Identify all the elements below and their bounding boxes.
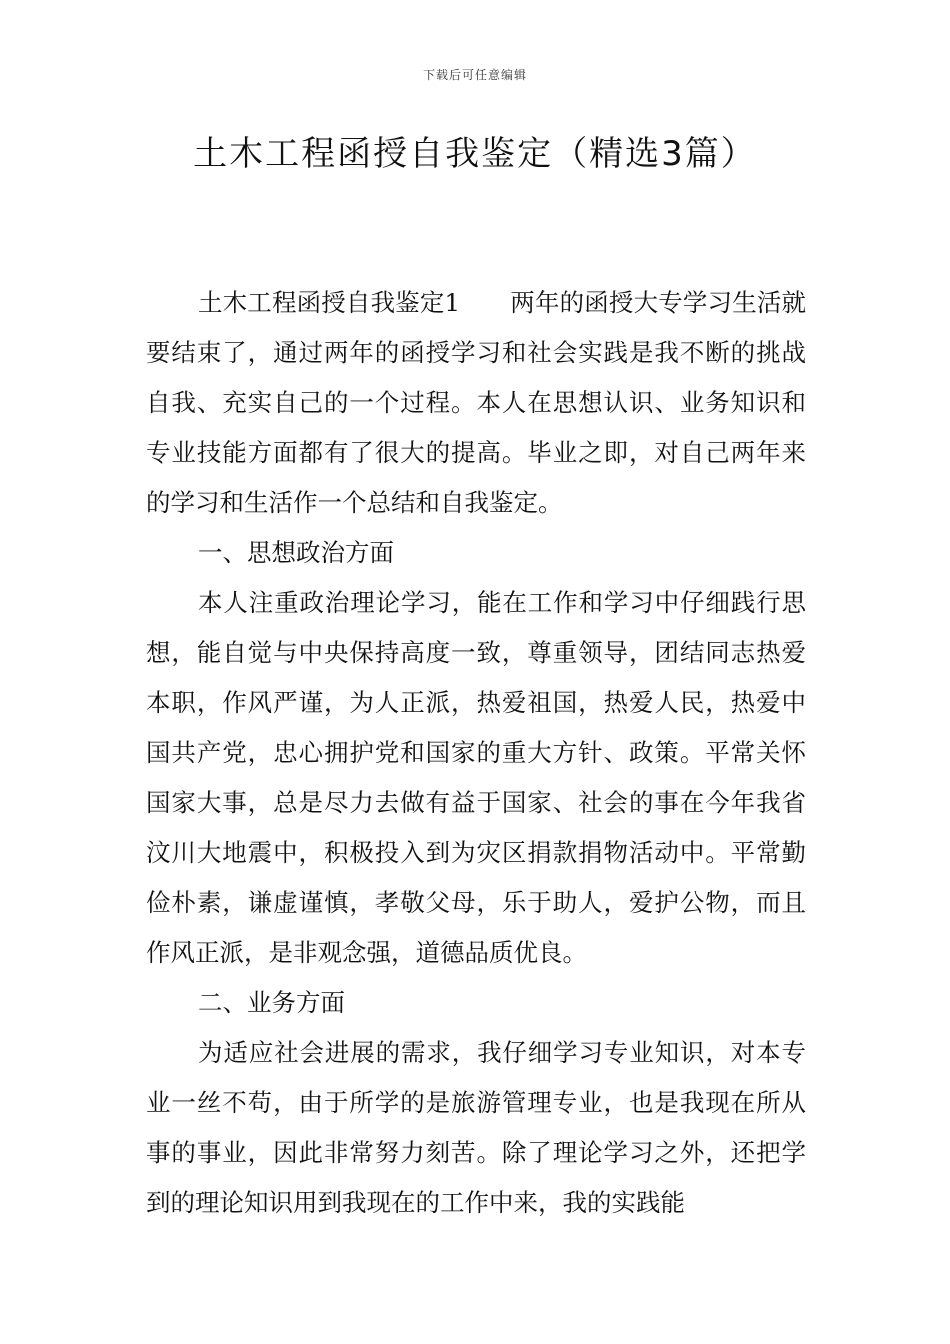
- header-note: 下载后可任意编辑: [422, 68, 527, 82]
- section1-heading: 一、思想政治方面: [198, 538, 394, 567]
- section1-paragraph: 本人注重政治理论学习，能在工作和学习中仔细践行思想，能自觉与中央保持高度一致，尊重领导，团结同志热爱本职，作风严谨，为人正派，热爱祖国，热爱人民，热爱中国共产党，忠心拥护党和国家的重大方针、政策。平常关怀国家大事，总是尽力去做有益于国家、社会的事在今年我省汶川大地震中，积极投入到为灾区捐款捐物活动中。平常勤俭朴素，谦虚谨慎，孝敬父母，乐于助人，爱护公物，而且作风正派，是非观念强，道德品质优良。: [146, 588, 806, 967]
- section2-heading: 二、业务方面: [198, 988, 345, 1017]
- document-title: 土木工程函授自我鉴定（精选3篇）: [193, 134, 757, 174]
- intro-label: 土木工程函授自我鉴定1: [198, 288, 461, 317]
- intro-paragraph: [146, 278, 806, 528]
- intro-text: 两年的函授大专学习生活就要结束了，通过两年的函授学习和社会实践是我不断的挑战自我、充实自己的一个过程。本人在思想认识、业务知识和专业技能方面都有了很大的提高。毕业之即，对自己两年来的学习和生活作一个总结和自我鉴定。: [146, 288, 806, 517]
- section2-paragraph: 为适应社会进展的需求，我仔细学习专业知识，对本专业一丝不苟，由于所学的是旅游管理专业，也是我现在所从事的事业，因此非常努力刻苦。除了理论学习之外，还把学到的理论知识用到我现在的工作中来，我的实践能: [146, 1038, 806, 1217]
- document-body: [146, 278, 806, 1228]
